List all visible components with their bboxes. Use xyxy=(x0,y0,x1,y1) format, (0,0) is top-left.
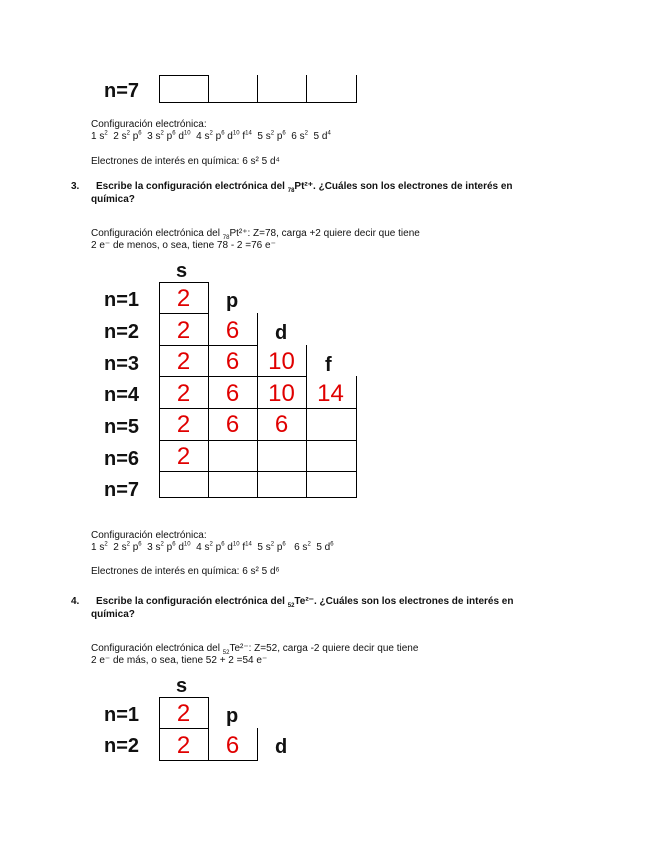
q4-description-line2: 2 e⁻ de más, o sea, tiene 52 + 2 =54 e⁻ xyxy=(91,655,268,666)
q3-cell-2p: 6 xyxy=(225,317,240,344)
q3-row-label-n4: n=4 xyxy=(104,384,140,406)
q4-header-s: s xyxy=(176,675,188,697)
q4-row-label-n2: n=2 xyxy=(104,735,140,757)
q4-header-p: p xyxy=(226,705,239,727)
q3-cell-3d: 10 xyxy=(268,348,295,375)
q3-config-label: Configuración electrónica: xyxy=(91,530,207,541)
q3-cell-4d: 10 xyxy=(268,380,295,407)
q4-description: Configuración electrónica del $_{52}$Te²⁻: Z=52, carga -2 quiere decir que tiene xyxy=(91,643,419,656)
q4-header-d: d xyxy=(275,736,288,758)
q3-description-line2: 2 e⁻ de menos, o sea, tiene 78 - 2 =76 e⁻ xyxy=(91,240,276,251)
q3-config-formula: 1 $s^2$ 2 $s^2$ $p^6$ 3 $s^2$ $p^6$ $d^{10}$ 4 $s^2$ $p^6$ $d^{10}$ $f^{14}$ 5 $s^2$ $p^6$ 6 $s^2$ 5 $d^6$ xyxy=(91,541,334,553)
q3-row-label-n2: n=2 xyxy=(104,321,140,343)
q4-cell-2s: 2 xyxy=(176,732,191,759)
q3-header-f: f xyxy=(325,354,332,376)
q3-row-label-n6: n=6 xyxy=(104,448,140,470)
q3-row-label-n1: n=1 xyxy=(104,289,140,311)
q3-cell-4s: 2 xyxy=(176,380,191,407)
q4-title: Escribe la configuración electrónica del $_{52}$Te²⁻. ¿Cuáles son los electrones de interés en xyxy=(96,596,514,609)
n7-label-top: n=7 xyxy=(104,80,140,102)
q3-cell-4p: 6 xyxy=(225,380,240,407)
q3-cell-1s: 2 xyxy=(176,285,191,312)
q3-cell-5s: 2 xyxy=(176,411,191,438)
q3-header-d: d xyxy=(275,322,288,344)
q3-header-s: s xyxy=(176,260,188,282)
top-config-label: Configuración electrónica: xyxy=(91,119,207,130)
q4-cell-2p: 6 xyxy=(225,732,240,759)
q3-cell-3s: 2 xyxy=(176,348,191,375)
q3-title-line2: química? xyxy=(91,194,135,205)
q3-cell-3p: 6 xyxy=(225,348,240,375)
q3-cell-2s: 2 xyxy=(176,317,191,344)
q3-cell-5p: 6 xyxy=(225,411,240,438)
q4-number: 4. xyxy=(71,596,80,607)
q3-row-label-n7: n=7 xyxy=(104,479,140,501)
q3-cell-6s: 2 xyxy=(176,443,191,470)
q3-title: Escribe la configuración electrónica del $_{78}$Pt²⁺. ¿Cuáles son los electrones de interés en xyxy=(96,181,513,194)
q3-interest-text: Electrones de interés en química: 6 s² 5 d⁶ xyxy=(91,566,280,577)
top-config-formula: 1 $s^2$ 2 $s^2$ $p^6$ 3 $s^2$ $p^6$ $d^{10}$ 4 $s^2$ $p^6$ $d^{10}$ $f^{14}$ 5 $s^2$ $p^6$ 6 $s^2$ 5 $d^4$ xyxy=(91,130,331,142)
q3-description: Configuración electrónica del $_{78}$Pt²⁺: Z=78, carga +2 quiere decir que tiene xyxy=(91,228,420,241)
q3-row-label-n5: n=5 xyxy=(104,416,140,438)
q3-number: 3. xyxy=(71,181,80,192)
top-interest-text: Electrones de interés en química: 6 s² 5 d⁴ xyxy=(91,156,280,167)
q3-row-label-n3: n=3 xyxy=(104,353,140,375)
q4-cell-1s: 2 xyxy=(176,700,191,727)
q4-row-label-n1: n=1 xyxy=(104,704,140,726)
q3-header-p: p xyxy=(226,290,239,312)
q3-cell-5d: 6 xyxy=(274,411,289,438)
q3-cell-4f: 14 xyxy=(317,380,344,407)
q4-title-line2: química? xyxy=(91,609,135,620)
